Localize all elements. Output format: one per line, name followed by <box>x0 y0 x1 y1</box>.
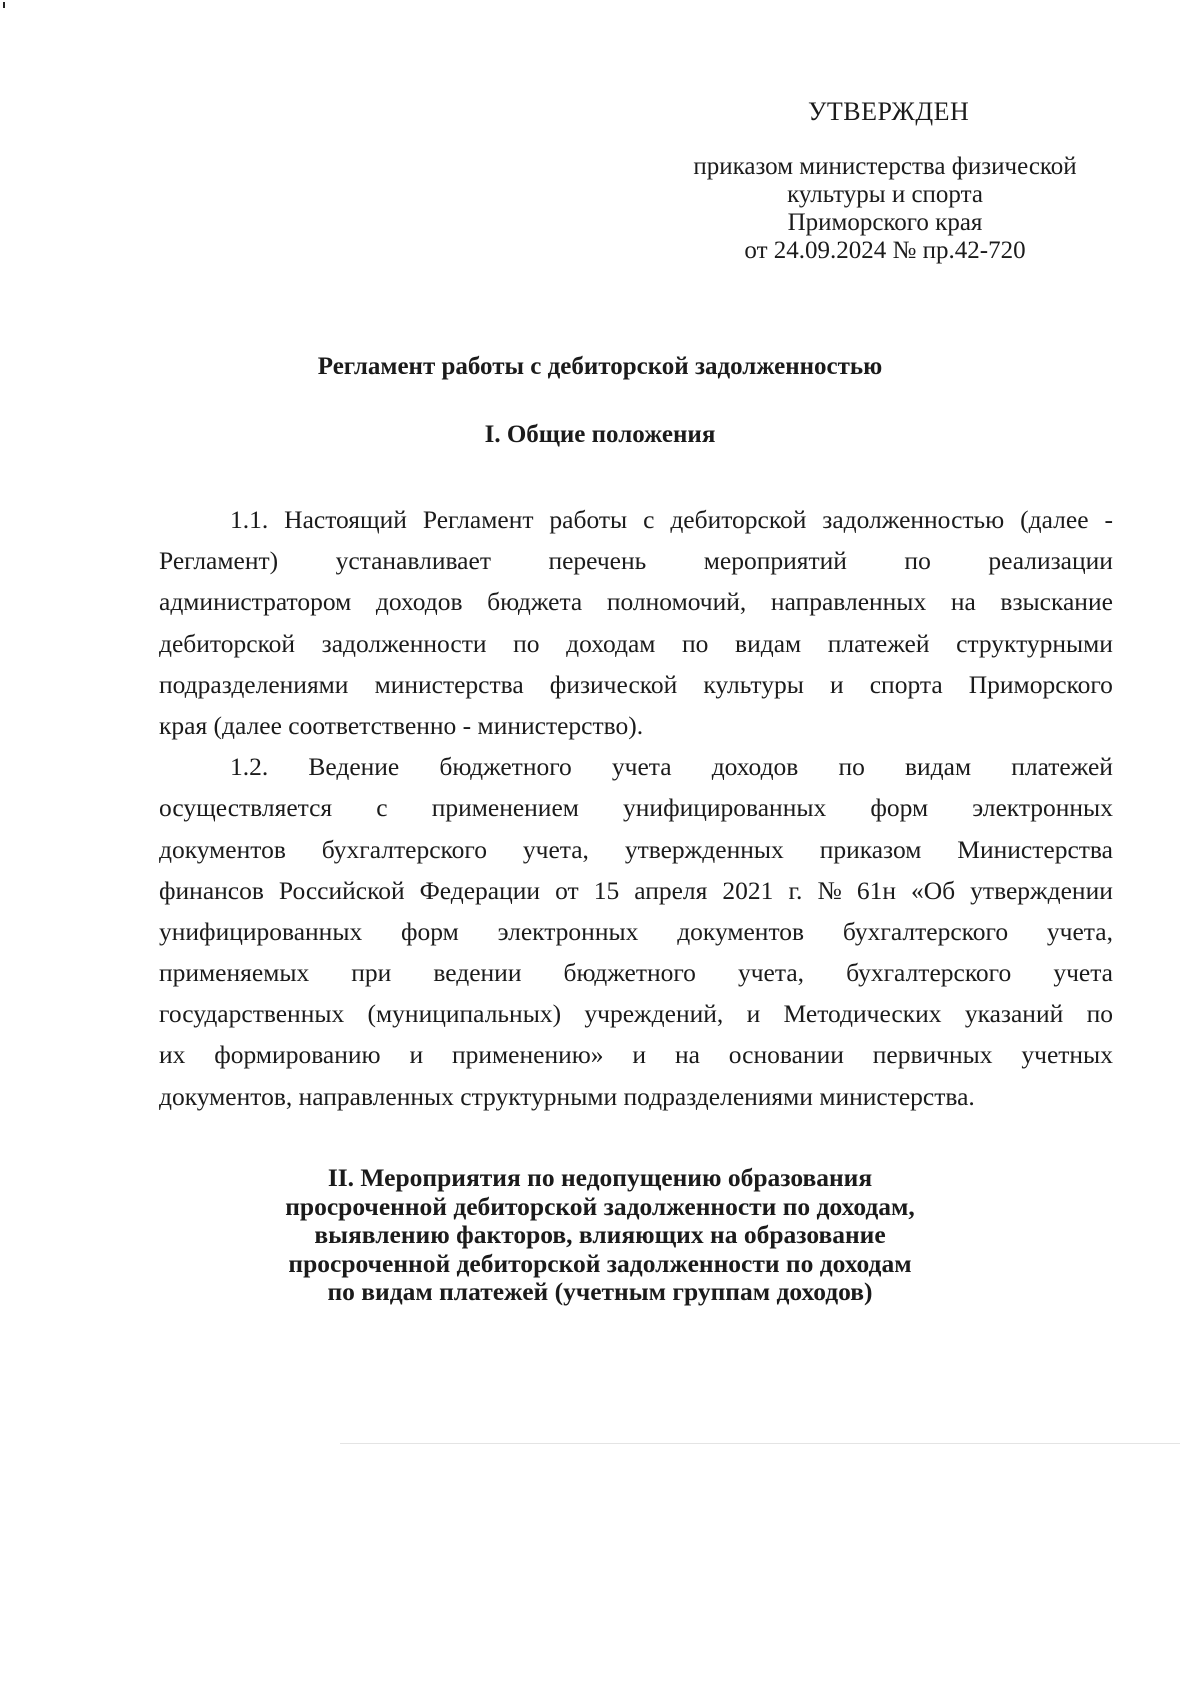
word: по <box>904 546 931 576</box>
document-title: Регламент работы с дебиторской задолженностью <box>317 353 883 380</box>
word: Приморского <box>968 669 1113 699</box>
word: Российской <box>278 875 405 905</box>
word: бухгалтерского <box>842 916 1009 946</box>
word: (далее <box>1020 505 1089 534</box>
word: от <box>555 875 579 905</box>
section-2-title-line: просроченной дебиторской задолженности по доходам <box>288 1248 912 1278</box>
section-2-title-line: просроченной дебиторской задолженности по доходам, <box>285 1191 915 1221</box>
approval-order-number: от 24.09.2024 № пр.42-720 <box>744 237 1026 264</box>
word: с <box>376 793 388 823</box>
word: видам <box>735 628 802 658</box>
word: применению» <box>451 1040 604 1070</box>
word: учреждений, <box>584 999 724 1029</box>
word: доходов <box>711 752 799 782</box>
word: администратором <box>159 587 352 617</box>
word: электронных <box>497 916 639 946</box>
word: взыскание <box>1000 587 1113 617</box>
word: унифицированных <box>623 793 827 823</box>
word: при <box>351 958 392 988</box>
word: основании <box>728 1040 844 1070</box>
word: ведении <box>433 958 522 988</box>
word: и <box>632 1040 647 1070</box>
paragraph-line <box>159 787 1113 828</box>
word: Федерации <box>419 875 541 905</box>
word: дебиторской <box>670 505 807 534</box>
paragraph-line <box>159 870 1113 911</box>
word: их <box>159 1040 186 1070</box>
word: «Об <box>911 875 956 905</box>
section-2-title-line: II. Мероприятия по недопущению образования <box>327 1163 873 1192</box>
approved-title: УТВЕРЖДЕН <box>808 97 970 126</box>
word: 2021 <box>722 875 774 905</box>
word: 1.2. <box>230 752 269 782</box>
word: электронных <box>972 793 1113 823</box>
word: учета, <box>1046 916 1113 946</box>
word: работы <box>549 505 628 534</box>
paragraph-line <box>159 993 1113 1034</box>
word: и <box>746 999 761 1029</box>
word: учета, <box>522 834 589 864</box>
paragraph-line <box>159 623 1113 664</box>
paragraph-line: документов, направленных структурными подразделениями министерства. <box>159 1081 975 1111</box>
word: Настоящий <box>284 505 407 534</box>
word: документов <box>159 834 286 864</box>
word: утверждении <box>970 875 1113 905</box>
word: Министерства <box>957 834 1113 864</box>
scan-mark <box>3 2 5 8</box>
word: (муниципальных) <box>367 999 562 1029</box>
word: учета <box>611 752 672 782</box>
word: формированию <box>214 1040 381 1070</box>
word: и <box>829 669 844 699</box>
paragraph-line <box>159 499 1113 540</box>
word: с <box>643 505 655 534</box>
paragraph-line <box>159 746 1113 787</box>
paragraph-line <box>159 911 1113 952</box>
section-1-title: I. Общие положения <box>484 421 716 448</box>
word: Методических <box>783 999 942 1029</box>
paragraph-line: края (далее соответственно - министерство). <box>159 710 644 740</box>
paragraph-line <box>159 1034 1113 1075</box>
word: применяемых <box>159 958 310 988</box>
word: г. <box>788 875 803 905</box>
word: бюджетного <box>563 958 696 988</box>
faint-scan-line <box>340 1443 1180 1444</box>
approval-line: приказом министерства физической <box>693 153 1077 180</box>
word: задолженности <box>321 628 487 658</box>
word: бухгалтерского <box>846 958 1012 988</box>
word: доходам <box>566 628 656 658</box>
word: Ведение <box>308 752 400 782</box>
section-2-title-line: выявлению факторов, влияющих на образование <box>314 1220 886 1249</box>
word: по <box>838 752 865 782</box>
word: полномочий, <box>606 587 747 617</box>
paragraph-line <box>159 664 1113 705</box>
word: дебиторской <box>159 628 296 658</box>
word: утвержденных <box>624 834 784 864</box>
word: бюджета <box>487 587 583 617</box>
word: мероприятий <box>703 546 847 576</box>
word: первичных <box>872 1040 993 1070</box>
paragraph-line <box>159 829 1113 870</box>
word: и <box>409 1040 424 1070</box>
word: приказом <box>819 834 922 864</box>
word: на <box>674 1040 700 1070</box>
word: форм <box>401 916 459 946</box>
word: государственных <box>159 999 345 1029</box>
word: № <box>817 875 842 905</box>
word: на <box>950 587 976 617</box>
word: бюджетного <box>439 752 572 782</box>
word: форм <box>870 793 929 823</box>
word: 15 <box>593 875 620 905</box>
word: Регламент <box>422 505 534 534</box>
word: по <box>513 628 540 658</box>
word: по <box>682 628 709 658</box>
approval-stamp-block <box>660 98 1110 265</box>
word: министерства <box>374 669 524 699</box>
word: 61н <box>856 875 896 905</box>
word: учета, <box>737 958 805 988</box>
approval-line: Приморского края <box>787 209 983 236</box>
word: указаний <box>964 999 1064 1029</box>
word: 1.1. <box>230 505 269 534</box>
word: - <box>1104 505 1113 534</box>
word: физической <box>549 669 678 699</box>
word: бухгалтерского <box>321 834 487 864</box>
word: учета <box>1053 958 1113 988</box>
word: культуры <box>703 669 804 699</box>
paragraph-line <box>159 540 1113 581</box>
word: спорта <box>869 669 943 699</box>
word: документов <box>677 916 805 946</box>
word: применением <box>431 793 579 823</box>
word: структурными <box>956 628 1113 658</box>
word: унифицированных <box>159 916 363 946</box>
word: по <box>1086 999 1113 1029</box>
word: платежей <box>1011 752 1113 782</box>
word: учетных <box>1021 1040 1113 1070</box>
section-2-title-line: по видам платежей (учетным группам доходов) <box>327 1277 873 1306</box>
word: направленных <box>770 587 927 617</box>
word: финансов <box>159 875 264 905</box>
word: подразделениями <box>159 669 349 699</box>
paragraph-line <box>159 952 1113 993</box>
word: видам <box>904 752 972 782</box>
word: доходов <box>375 587 463 617</box>
word: платежей <box>827 628 930 658</box>
word: перечень <box>548 546 647 576</box>
approval-line: культуры и спорта <box>787 181 983 208</box>
section-1-body <box>159 499 1113 1117</box>
word: задолженностью <box>822 505 1005 534</box>
paragraph-line <box>159 581 1113 622</box>
word: апреля <box>634 875 708 905</box>
word: реализации <box>988 546 1113 576</box>
word: Регламент) <box>159 546 279 576</box>
section-2-title <box>150 1164 1050 1307</box>
word: устанавливает <box>335 546 491 576</box>
word: осуществляется <box>159 793 333 823</box>
